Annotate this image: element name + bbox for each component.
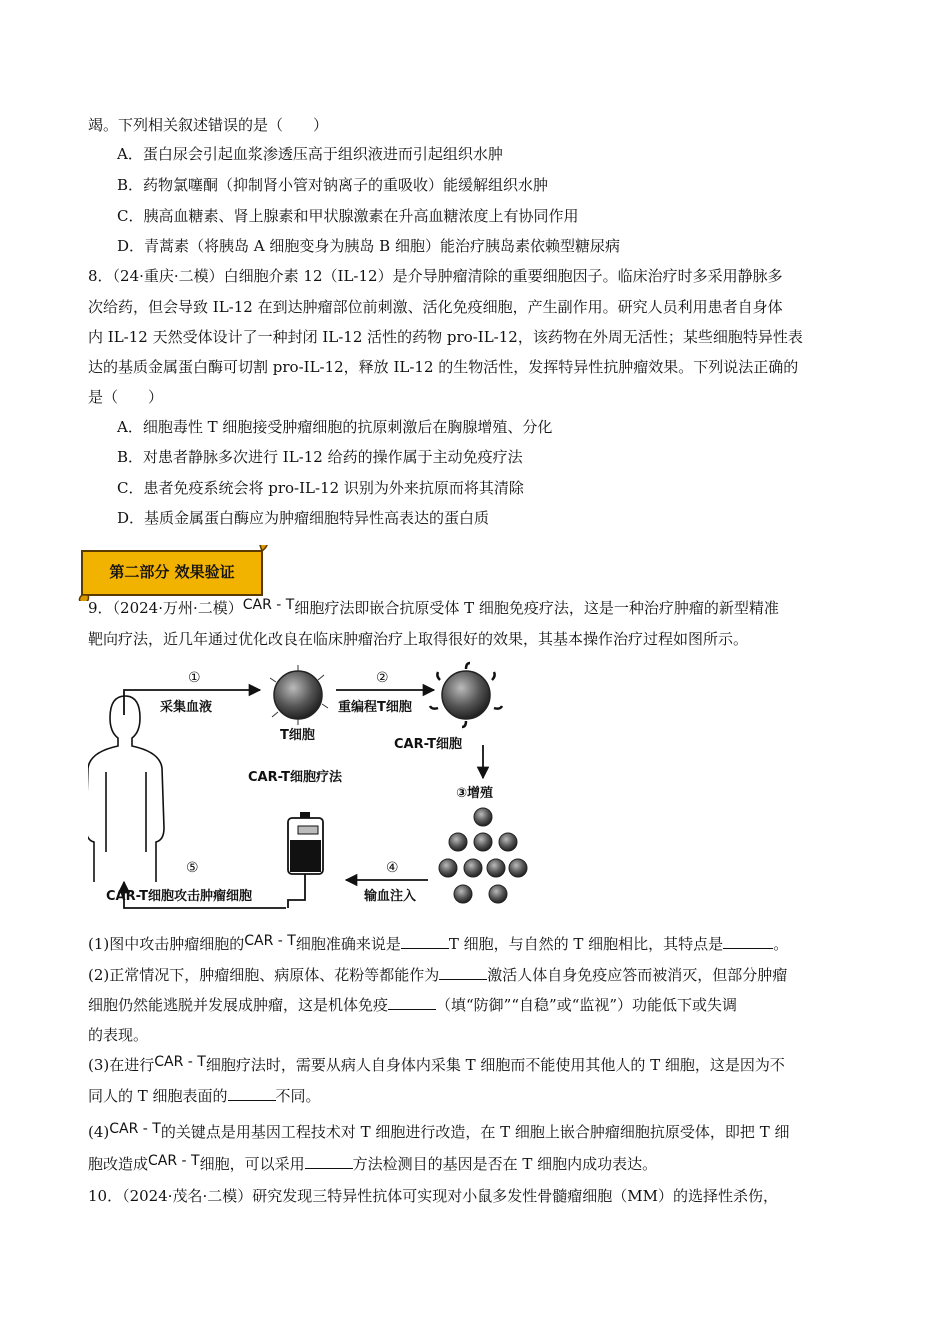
iv-bag-icon <box>288 812 323 908</box>
q8-option-a: A．细胞毒性 T 细胞接受肿瘤细胞的抗原刺激后在胸腺增殖、分化 <box>117 418 553 436</box>
q10-stem-line-1: 10．（2024·茂名·二模）研究发现三特异性抗体可实现对小鼠多发性骨髓瘤细胞（MM）的选择性杀伤， <box>88 1187 779 1205</box>
q7-option-c: C．胰高血糖素、肾上腺素和甲状腺激素在升高血糖浓度上有协同作用 <box>117 207 579 225</box>
q7-option-d: D．青蒿素（将胰岛 A 细胞变身为胰岛 B 细胞）能治疗胰岛素依赖型糖尿病 <box>117 237 620 255</box>
q9-sub4-line-2 <box>88 1154 657 1175</box>
q7-option-b: B．药物氯噻酮（抑制肾小管对钠离子的重吸收）能缓解组织水肿 <box>117 176 549 194</box>
q9-sub3-text-a: (3)在进行 <box>88 1056 155 1074</box>
q9-sub2-text-a: (2)正常情况下，肿瘤细胞、病原体、花粉等都能作为 <box>88 966 440 984</box>
q9-stem-text: 细胞疗法即嵌合抗原受体 T 细胞免疫疗法，这是一种治疗肿瘤的新型精准 <box>294 599 779 617</box>
q8-stem-line-2: 次给药，但会导致 IL-12 在到达肿瘤部位前刺激、活化免疫细胞，产生副作用。研究人员利用患者自身体 <box>88 298 783 316</box>
q9-sub2-line-3: 的表现。 <box>88 1026 149 1044</box>
q9-sub4-text-d: 细胞，可以采用 <box>199 1155 305 1173</box>
q8-option-d: D．基质金属蛋白酶应为肿瘤细胞特异性高表达的蛋白质 <box>117 509 490 527</box>
q9-sub3-line-1 <box>88 1055 785 1076</box>
step-1-number: ① <box>188 670 201 686</box>
q9-sub2-line-2 <box>88 995 737 1015</box>
q9-sub2-line-1 <box>88 965 787 985</box>
car-t-diagram <box>88 660 533 915</box>
q9-sub1-text-b: 细胞准确来说是 <box>295 935 401 953</box>
q9-sub4-text-a: (4) <box>88 1123 110 1141</box>
proliferated-cells-icon <box>439 808 527 903</box>
human-figure-icon <box>88 696 164 882</box>
answer-blank[interactable] <box>305 1154 353 1169</box>
answer-blank[interactable] <box>401 934 449 949</box>
answer-blank[interactable] <box>439 965 487 980</box>
t-cell-icon <box>274 671 322 719</box>
q8-option-b: B．对患者静脉多次进行 IL-12 给药的操作属于主动免疫疗法 <box>117 448 523 466</box>
car-t-term: CAR - T <box>154 1054 206 1070</box>
car-t-cell-label: CAR-T细胞 <box>394 737 462 752</box>
q9-sub1-text-a: (1)图中攻击肿瘤细胞的 <box>88 935 245 953</box>
q9-sub3-text-d: 不同。 <box>275 1087 321 1105</box>
car-t-term: CAR - T <box>148 1153 200 1169</box>
answer-blank[interactable] <box>388 995 436 1010</box>
q9-sub4-text-e: 方法检测目的基因是否在 T 细胞内成功表达。 <box>352 1155 658 1173</box>
q8-stem-line-3: 内 IL-12 天然受体设计了一种封闭 IL-12 活性的药物 pro-IL-12，该药物在外周无活性；某些细胞特异性表 <box>88 328 803 346</box>
step-3-label: ③增殖 <box>456 786 494 801</box>
car-t-term: CAR - T <box>244 933 296 949</box>
q9-sub2-text-c: 细胞仍然能逃脱并发展成肿瘤，这是机体免疫 <box>88 996 389 1014</box>
q8-stem-line-1: 8．（24·重庆·二模）白细胞介素 12（IL-12）是介导肿瘤清除的重要细胞因子。临床治疗时多采用静脉多 <box>88 267 783 285</box>
q9-sub3-text-b: 细胞疗法时，需要从病人自身体内采集 T 细胞而不能使用其他人的 T 细胞，这是因为不 <box>205 1056 785 1074</box>
q9-sub4-text-c: 胞改造成 <box>88 1155 149 1173</box>
q9-sub1 <box>88 934 788 955</box>
car-t-term: CAR - T <box>109 1121 161 1137</box>
q9-source: 9．（2024·万州·二模） <box>88 599 243 617</box>
step-1-label: 采集血液 <box>160 700 213 715</box>
answer-blank[interactable] <box>723 934 773 949</box>
t-cell-label: T细胞 <box>280 728 315 743</box>
q9-sub3-line-2 <box>88 1086 321 1106</box>
q9-sub2-text-b: 激活人体自身免疫应答而被消灭，但部分肿瘤 <box>487 966 788 984</box>
q9-sub3-text-c: 同人的 T 细胞表面的 <box>88 1087 228 1105</box>
step-4-number: ④ <box>386 860 399 876</box>
answer-blank[interactable] <box>228 1086 276 1101</box>
step-5-label: CAR-T细胞攻击肿瘤细胞 <box>106 889 252 904</box>
q9-sub4-line-1 <box>88 1122 789 1143</box>
step-5-number: ⑤ <box>186 860 199 876</box>
q9-sub1-text-c: T 细胞，与自然的 T 细胞相比，其特点是 <box>448 935 724 953</box>
q8-option-c: C．患者免疫系统会将 pro-IL-12 识别为外来抗原而将其清除 <box>117 479 524 497</box>
step-2-number: ② <box>376 670 389 686</box>
center-label: CAR-T细胞疗法 <box>248 770 342 785</box>
step-2-label: 重编程T细胞 <box>338 700 412 715</box>
q9-stem-line-1 <box>88 598 779 619</box>
step-4-label: 输血注入 <box>364 889 417 904</box>
q9-sub2-text-d: （填“防御”“自稳”或“监视”）功能低下或失调 <box>436 996 738 1014</box>
car-t-term: CAR - T <box>242 597 295 613</box>
q8-stem-line-4: 达的基质金属蛋白酶可切割 pro-IL-12，释放 IL-12 的生物活性，发挥特异性抗肿瘤效果。下列说法正确的 <box>88 358 799 376</box>
q8-stem-line-5: 是（ ） <box>88 388 164 406</box>
car-t-cell-icon <box>442 671 490 719</box>
q7-tail-line: 竭。下列相关叙述错误的是（ ） <box>88 116 329 134</box>
section-banner <box>78 545 270 601</box>
section-banner-label: 第二部分 效果验证 <box>109 563 235 581</box>
q9-sub4-text-b: 的关键点是用基因工程技术对 T 细胞进行改造，在 T 细胞上嵌合肿瘤细胞抗原受体，即把 T 细 <box>160 1123 790 1141</box>
q9-stem-line-2: 靶向疗法，近几年通过优化改良在临床肿瘤治疗上取得很好的效果，其基本操作治疗过程如图所示。 <box>88 630 749 648</box>
q9-sub1-text-d: 。 <box>773 935 789 953</box>
q7-option-a: A．蛋白尿会引起血浆渗透压高于组织液进而引起组织水肿 <box>117 145 503 163</box>
